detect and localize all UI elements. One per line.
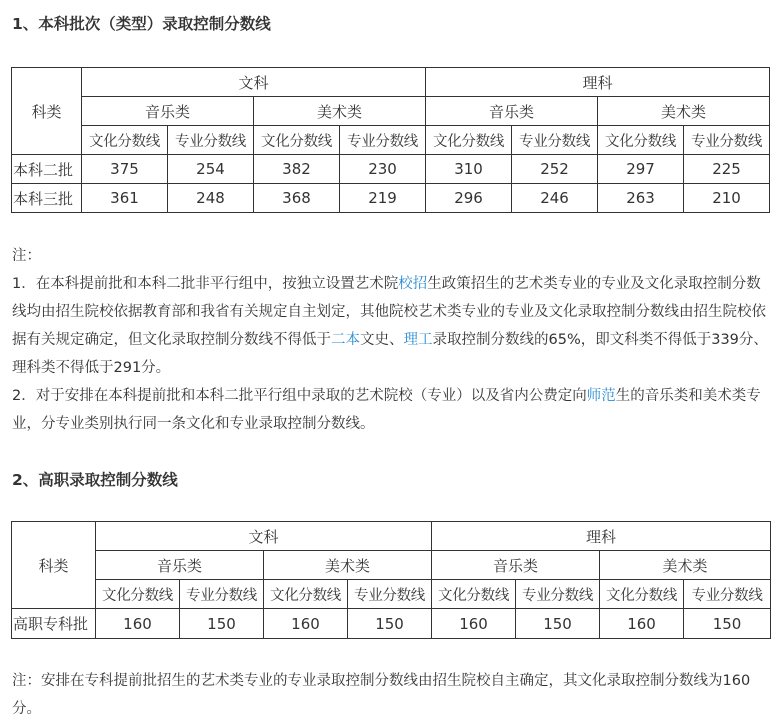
group-header-science: 理科	[432, 522, 771, 551]
score-cell: 254	[168, 155, 254, 184]
score-cell: 150	[516, 609, 600, 639]
note-text: 生的音乐类和美术类专业，分专业类别执行同一条文化和专业录取控制分数线。	[12, 388, 761, 432]
subgroup-header: 美术类	[600, 551, 771, 580]
column-header: 文化分数线	[264, 580, 348, 609]
section1-notes	[12, 242, 770, 438]
score-cell: 248	[168, 184, 254, 213]
score-cell: 296	[426, 184, 512, 213]
column-header: 专业分数线	[684, 580, 771, 609]
score-cell: 310	[426, 155, 512, 184]
row-label: 本科三批	[12, 184, 82, 213]
column-header: 专业分数线	[512, 126, 598, 155]
column-header: 文化分数线	[600, 580, 684, 609]
score-cell: 219	[340, 184, 426, 213]
score-cell: 382	[254, 155, 340, 184]
note-text: 生政策招生的艺术类专业的专业及文化录取控制分数线均由招生院校依据教育部和我省有关规定自主划定，其他院校艺术类专业的专业及文化录取控制分数线由招生院校依据有关规定确定，但文化录取控制分数线不得低于	[12, 276, 766, 348]
score-cell: 246	[512, 184, 598, 213]
score-cell: 150	[180, 609, 264, 639]
column-header: 专业分数线	[684, 126, 770, 155]
note-text: 注：安排在专科提前批招生的艺术类专业的专业录取控制分数线由招生院校自主确定，其文化录取控制分数线为160分。	[12, 673, 751, 717]
subgroup-header: 音乐类	[96, 551, 264, 580]
score-cell: 225	[684, 155, 770, 184]
subgroup-header: 音乐类	[432, 551, 600, 580]
note-text: 文史、	[360, 332, 404, 348]
column-header: 文化分数线	[432, 580, 516, 609]
score-cell: 230	[340, 155, 426, 184]
note-item-2	[12, 382, 770, 438]
score-cell: 210	[684, 184, 770, 213]
section1-title: 1、本科批次（类型）录取控制分数线	[12, 15, 271, 33]
score-cell: 263	[598, 184, 684, 213]
subgroup-header: 音乐类	[426, 97, 598, 126]
notes-heading: 注：	[12, 248, 41, 264]
score-cell: 150	[348, 609, 432, 639]
subgroup-header: 美术类	[264, 551, 432, 580]
column-header: 文化分数线	[426, 126, 512, 155]
score-cell: 160	[432, 609, 516, 639]
section2-note	[12, 667, 770, 723]
table-row	[12, 155, 770, 184]
score-cell: 297	[598, 155, 684, 184]
score-cell: 150	[684, 609, 771, 639]
table-row	[12, 609, 771, 639]
column-header: 专业分数线	[180, 580, 264, 609]
group-header-liberal-arts: 文科	[96, 522, 432, 551]
note-text: 2．对于安排在本科提前批和本科二批平行组中录取的艺术院校（专业）以及省内公费定向	[12, 388, 587, 404]
column-header: 文化分数线	[96, 580, 180, 609]
column-header: 专业分数线	[340, 126, 426, 155]
link-xiaozhao[interactable]: 校招	[398, 276, 428, 292]
link-erben[interactable]: 二本	[331, 332, 360, 348]
score-cell: 368	[254, 184, 340, 213]
column-header: 专业分数线	[348, 580, 432, 609]
subgroup-header: 音乐类	[82, 97, 254, 126]
column-header: 文化分数线	[82, 126, 168, 155]
vocational-score-table	[11, 521, 771, 639]
row-label: 本科二批	[12, 155, 82, 184]
link-ligong[interactable]: 理工	[403, 332, 433, 348]
note-text: 录取控制分数线的65%，即文科类不得低于339分、理科类不得低于291分。	[12, 332, 768, 376]
column-header: 文化分数线	[598, 126, 684, 155]
score-cell: 160	[600, 609, 684, 639]
column-header: 文化分数线	[254, 126, 340, 155]
note-text: 1．在本科提前批和本科二批非平行组中，按独立设置艺术院	[12, 276, 399, 292]
table-row	[12, 184, 770, 213]
score-cell: 160	[96, 609, 180, 639]
group-header-liberal-arts: 文科	[82, 68, 426, 97]
score-cell: 361	[82, 184, 168, 213]
column-header: 专业分数线	[168, 126, 254, 155]
link-shifan[interactable]: 师范	[586, 388, 616, 404]
corner-header: 科类	[12, 68, 82, 155]
note-item-1	[12, 270, 770, 382]
score-cell: 375	[82, 155, 168, 184]
score-cell: 160	[264, 609, 348, 639]
group-header-science: 理科	[426, 68, 770, 97]
corner-header: 科类	[12, 522, 96, 609]
score-cell: 252	[512, 155, 598, 184]
subgroup-header: 美术类	[254, 97, 426, 126]
subgroup-header: 美术类	[598, 97, 770, 126]
row-label: 高职专科批	[12, 609, 96, 639]
column-header: 专业分数线	[516, 580, 600, 609]
undergrad-score-table	[11, 67, 770, 213]
section2-title: 2、高职录取控制分数线	[12, 471, 178, 489]
